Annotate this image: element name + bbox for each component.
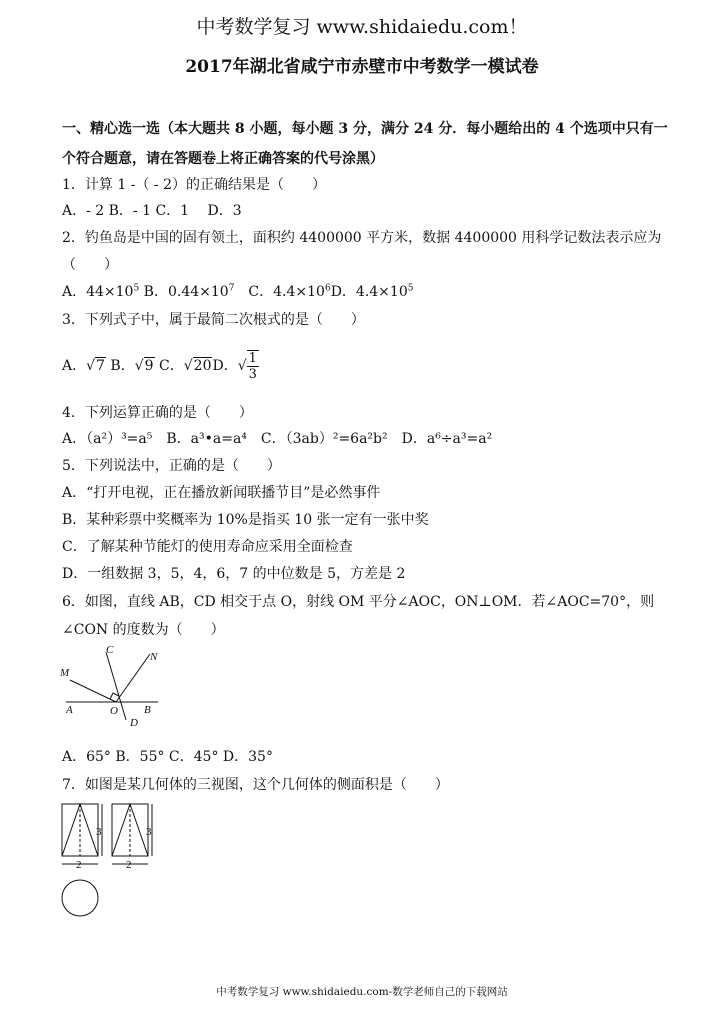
q6-figure bbox=[58, 640, 168, 730]
q3-options bbox=[62, 350, 259, 382]
q6-options: A．65° B．55° C．45° D．35° bbox=[62, 749, 273, 765]
q2-option-a: A．44×10 bbox=[62, 284, 134, 300]
q4-options: A．（a²）³=a⁵ B．a³•a=a⁴ C．（3ab）²=6a²b² D．a⁶÷a³=a² bbox=[62, 431, 493, 447]
q3-stem: 3．下列式子中，属于最简二次根式的是（ ） bbox=[62, 312, 365, 328]
q3-c-radicand: 20 bbox=[193, 358, 212, 374]
q6-stem-line-2: ∠CON 的度数为（ ） bbox=[62, 622, 225, 638]
q3-d-fraction bbox=[247, 350, 259, 382]
label-c: C bbox=[106, 644, 114, 656]
label-a: A bbox=[66, 704, 73, 716]
page-footer: 中考数学复习 www.shidaiedu.com-数学老师自己的下载网站 bbox=[216, 986, 508, 998]
q3-c-radical: √20 bbox=[183, 358, 212, 374]
q2-stem-paren: （ ） bbox=[62, 257, 118, 273]
q5-option-d: D．一组数据 3，5，4，6，7 的中位数是 5，方差是 2 bbox=[62, 566, 406, 582]
ray-on bbox=[116, 654, 150, 702]
q3-a-radical: √7 bbox=[86, 358, 105, 374]
q3-d-denominator: 3 bbox=[248, 367, 257, 382]
label-m: M bbox=[60, 667, 70, 679]
ray-om bbox=[70, 680, 116, 702]
q2-option-a-exp: 5 bbox=[133, 283, 140, 294]
q3-d-numerator: 1 bbox=[248, 351, 257, 366]
side-view-height-label: 3 bbox=[146, 826, 152, 838]
q2-option-c: C．4.4×10 bbox=[234, 284, 325, 300]
q7-stem: 7．如图是某几何体的三视图，这个几何体的侧面积是（ ） bbox=[62, 777, 449, 793]
front-view-height-label: 3 bbox=[96, 826, 102, 838]
q2-option-b: B．0.44×10 bbox=[139, 284, 229, 300]
page-title: 2017年湖北省咸宁市赤壁市中考数学一模试卷 bbox=[185, 57, 539, 77]
q3-b-label: B． bbox=[105, 358, 135, 374]
q3-d-radical: √ $\frac{1}{3}$ bbox=[237, 351, 257, 382]
q3-a-radicand: 7 bbox=[96, 358, 105, 374]
q4-stem: 4．下列运算正确的是（ ） bbox=[62, 405, 253, 421]
q5-option-a: A．“打开电视，正在播放新闻联播节目”是必然事件 bbox=[62, 485, 381, 501]
q3-d-label: D． bbox=[212, 358, 238, 374]
q3-c-label: C． bbox=[154, 358, 184, 374]
q3-a-label: A． bbox=[62, 358, 87, 374]
front-view-width-label: 2 bbox=[76, 859, 82, 871]
top-view-circle bbox=[62, 880, 98, 916]
q3-b-radical: √9 bbox=[134, 358, 154, 374]
q5-stem: 5．下列说法中，正确的是（ ） bbox=[62, 458, 281, 474]
q2-option-d: D．4.4×10 bbox=[330, 284, 408, 300]
q5-option-b: B．某种彩票中奖概率为 10%是指买 10 张一定有一张中奖 bbox=[62, 512, 429, 528]
q7-figure bbox=[58, 800, 178, 922]
label-n: N bbox=[150, 651, 158, 663]
q6-stem: 6．如图，直线 AB，CD 相交于点 O，射线 OM 平分∠AOC，ON⊥OM．若∠AOC=70°，则 bbox=[62, 594, 655, 610]
label-d: D bbox=[130, 717, 138, 729]
q2-stem: 2．钓鱼岛是中国的固有领土，面积约 4400000 平方米，数据 4400000 用科学记数法表示应为 bbox=[62, 230, 662, 246]
q1-options: A．- 2 B．- 1 C．1 D．3 bbox=[62, 203, 242, 219]
q2-options bbox=[62, 281, 413, 301]
q2-option-c-exp: 6 bbox=[324, 283, 331, 294]
label-o: O bbox=[110, 705, 118, 717]
label-b: B bbox=[144, 704, 151, 716]
q2-option-b-exp: 7 bbox=[228, 283, 235, 294]
section-heading-line-2: 个符合题意，请在答题卷上将正确答案的代号涂黑） bbox=[62, 151, 384, 167]
section-heading-line-1: 一、精心选一选（本大题共 8 小题，每小题 3 分，满分 24 分．每小题给出的 4 个选项中只有一 bbox=[62, 121, 668, 137]
side-view-width-label: 2 bbox=[126, 859, 132, 871]
q5-option-c: C．了解某种节能灯的使用寿命应采用全面检查 bbox=[62, 539, 353, 555]
right-angle-mark bbox=[110, 693, 119, 699]
page-header: 中考数学复习 www.shidaiedu.com！ bbox=[196, 16, 528, 38]
q1-stem: 1．计算 1 -（ - 2）的正确结果是（ ） bbox=[62, 177, 326, 193]
q3-b-radicand: 9 bbox=[144, 358, 154, 374]
q2-option-d-exp: 5 bbox=[407, 283, 414, 294]
